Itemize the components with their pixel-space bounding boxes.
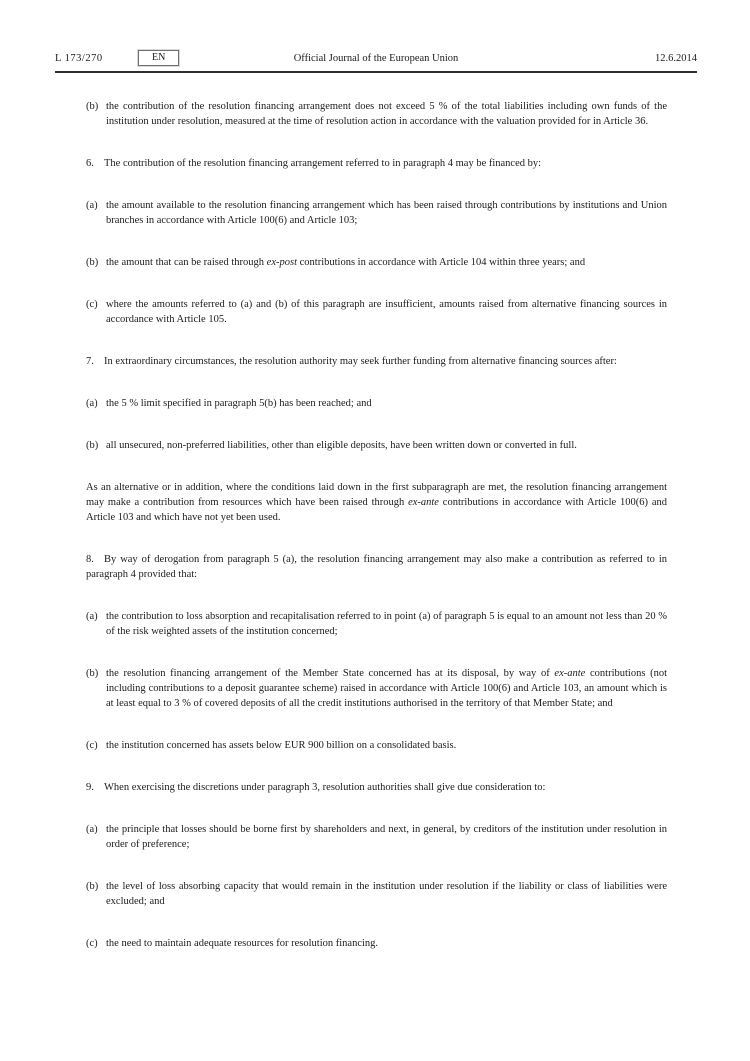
paragraph-text: the need to maintain adequate resources for resolution financing.	[106, 938, 379, 949]
paragraph-text: contributions in accordance with Article 104 within three years; and	[297, 257, 586, 268]
paragraph-a	[86, 198, 667, 228]
paragraph-label: (a)	[86, 398, 98, 409]
paragraph-text: the amount available to the resolution financing arrangement which has been raised through contributions by institutions and Union branches in accordance with Article 100(6) and Article 103;	[106, 200, 667, 226]
paragraph-b	[86, 666, 667, 711]
paragraph-label: (c)	[86, 938, 98, 949]
paragraph-label: (c)	[86, 740, 98, 751]
journal-date: 12.6.2014	[655, 53, 697, 64]
paragraph-c	[86, 936, 667, 951]
paragraph-label: (b)	[86, 668, 99, 679]
paragraph-label: (b)	[86, 881, 99, 892]
paragraph-text: the principle that losses should be borne first by shareholders and next, in general, by creditors of the institution under resolution in order of preference;	[106, 824, 667, 850]
paragraph-text: the institution concerned has assets below EUR 900 billion on a consolidated basis.	[106, 740, 457, 751]
paragraph-label: (b)	[86, 440, 99, 451]
paragraph-text: contributions (not including contributions to a deposit guarantee scheme) raised in accordance with Article 100(6) and Article 103, an amount which is at least equal to 3 % of covered deposits of all the credit institutions authorised in the territory of that Member State; and	[106, 668, 668, 709]
journal-title: Official Journal of the European Union	[293, 53, 459, 64]
paragraph-text: the level of loss absorbing capacity that would remain in the institution under resolution if the liability or class of liabilities were excluded; and	[106, 881, 667, 907]
paragraph-9	[86, 780, 667, 795]
italic-text: ex-post	[266, 257, 297, 268]
paragraph-text: where the amounts referred to (a) and (b) of this paragraph are insufficient, amounts raised from alternative financing sources in accordance with Article 105.	[106, 299, 667, 325]
paragraph-label: (b)	[86, 101, 99, 112]
paragraph-text: In extraordinary circumstances, the resolution authority may seek further funding from alternative financing sources after:	[104, 356, 617, 367]
paragraph-text: all unsecured, non-preferred liabilities, other than eligible deposits, have been written down or converted in full.	[106, 440, 577, 451]
paragraph-b	[86, 99, 667, 129]
paragraph-text: The contribution of the resolution financing arrangement referred to in paragraph 4 may be financed by:	[104, 158, 542, 169]
paragraph-text: As an alternative or in addition, where the conditions laid down in the first subparagraph are met, the resolution financing arrangement may make a contribution from resources which have been raised through	[86, 482, 667, 508]
paragraph-c	[86, 738, 667, 753]
paragraph-text: the resolution financing arrangement of the Member State concerned has at its disposal, by way of	[106, 668, 555, 679]
paragraph-a	[86, 609, 667, 639]
paragraph-a	[86, 396, 667, 411]
paragraph-b	[86, 438, 667, 453]
italic-text: ex-ante	[554, 668, 586, 679]
paragraph-text: contributions in accordance with Article 100(6) and Article 103 and which have not yet been used.	[86, 497, 667, 523]
paragraph-8	[86, 552, 667, 582]
paragraph-text: When exercising the discretions under paragraph 3, resolution authorities shall give due consideration to:	[104, 782, 546, 793]
paragraph-label: 9.	[86, 782, 94, 793]
paragraph-label: 6.	[86, 158, 94, 169]
document-body	[86, 73, 667, 978]
language-badge: EN	[138, 50, 179, 66]
paragraph	[86, 480, 667, 525]
paragraph-label: (a)	[86, 824, 98, 835]
paragraph-c	[86, 297, 667, 327]
paragraph-label: 8.	[86, 554, 94, 565]
paragraph-label: (c)	[86, 299, 98, 310]
paragraph-label: (a)	[86, 611, 98, 622]
paragraph-label: 7.	[86, 356, 94, 367]
page-reference: L 173/270	[55, 53, 103, 64]
paragraph-b	[86, 879, 667, 909]
paragraph-7	[86, 354, 667, 369]
paragraph-text: the 5 % limit specified in paragraph 5(b) has been reached; and	[106, 398, 372, 409]
paragraph-a	[86, 822, 667, 852]
paragraph-text: the amount that can be raised through	[106, 257, 267, 268]
paragraph-b	[86, 255, 667, 270]
paragraph-text: the contribution of the resolution financing arrangement does not exceed 5 % of the total liabilities including own funds of the institution under resolution, measured at the time of resolution action in accordance with the valuation provided for in Article 36.	[106, 101, 667, 127]
page-header	[55, 50, 697, 70]
paragraph-label: (b)	[86, 257, 99, 268]
paragraph-text: the contribution to loss absorption and recapitalisation referred to in point (a) of paragraph 5 is equal to an amount not less than 20 % of the risk weighted assets of the institution concerned;	[106, 611, 667, 637]
paragraph-text: By way of derogation from paragraph 5 (a), the resolution financing arrangement may also make a contribution as referred to in paragraph 4 provided that:	[86, 554, 667, 580]
paragraph-label: (a)	[86, 200, 98, 211]
italic-text: ex-ante	[408, 497, 439, 508]
paragraph-6	[86, 156, 667, 171]
